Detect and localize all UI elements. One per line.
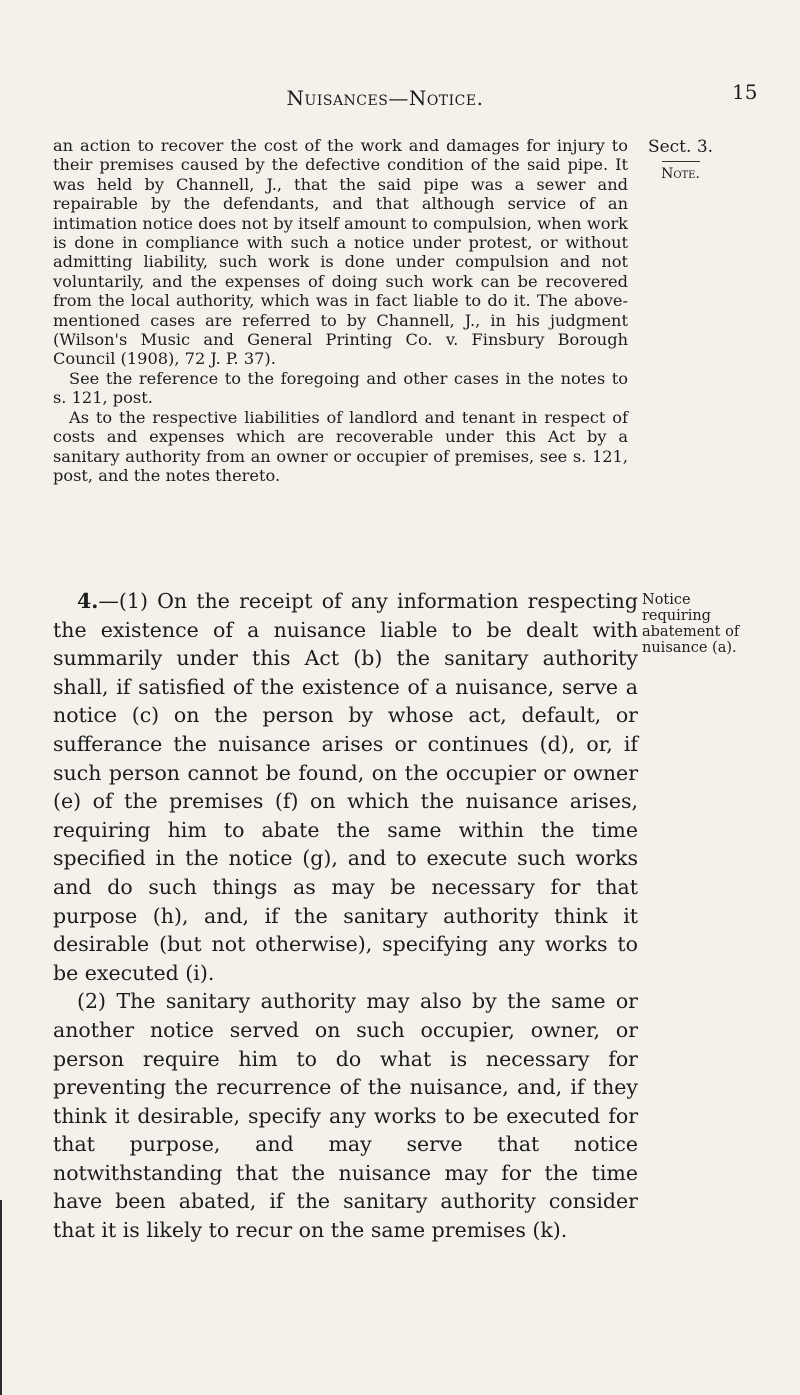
section-paragraph-1 <box>53 587 638 987</box>
running-head: Nuisances—Notice. <box>286 86 484 110</box>
note-paragraph-1: an action to recover the cost of the work and damages for injury to their premises caused by the defective condition of the said pipe. It was held by Channell, J., that the said pipe was a sewer and repairable by the defendants, and that although service of an intimation notice does not by itself amount to compulsion, when work is done in compliance with such a notice under protest, or without admitting liability, such work is done under compulsion and not voluntarily, and the expenses of doing such work can be recovered from the local authority, which was in fact liable to do it. The above-mentioned cases are referred to by Channell, J., in his judgment (Wilson's Music and General Printing Co. v. Finsbury Borough Council (1908), 72 J. P. 37). <box>53 136 628 369</box>
marginal-note <box>642 592 752 656</box>
section-paragraph-2: (2) The sanitary authority may also by the same or another notice served on such occupier, owner, or person require him to do what is necessary for preventing the recurrence of the nuisance, and, if they think it desirable, specify any works to be executed for that purpose, and may serve that notice notwithstanding that the nuisance may for the time have been abated, if the sanitary authority consider that it is likely to recur on the same premises (k). <box>53 989 638 1243</box>
margin-section-label <box>643 135 718 186</box>
note-text <box>53 136 628 485</box>
sidenote-line: abatement of <box>642 624 740 640</box>
sidenote-line: nuisance (a). <box>642 640 737 656</box>
note-label: Note. <box>661 166 700 182</box>
note-paragraph-3: As to the respective liabilities of landlord and tenant in respect of costs and expenses which are recoverable under this Act by a sanitary authority from an owner or occupier of premises, see s. 121, post, and the notes thereto. <box>53 407 628 485</box>
binding-edge-line <box>0 1200 2 1395</box>
section-text <box>53 587 638 1245</box>
note-paragraph-2: See the reference to the foregoing and other cases in the notes to s. 121, post. <box>53 368 628 408</box>
sidenote-line: requiring <box>642 608 711 624</box>
section-subsection-1: —(1) On the receipt of any information respecting the existence of a nuisance liable to be dealt with summarily under this Act (b) the sanitary authority shall, if satisfied of the existence of a nuisance, serve a notice (c) on the person by whose act, default, or sufferance the nuisance arises or continues (d), or, if such person cannot be found, on the occupier or owner (e) of the premises (f) on which the nuisance arises, requiring him to abate the same within the time specified in the notice (g), and to execute such works and do such things as may be necessary for that purpose (h), and, if the sanitary authority think it desirable (but not otherwise), specifying any works to be executed (i). <box>53 589 638 985</box>
sect-label: Sect. 3. <box>647 137 714 157</box>
sidenote-line: Notice <box>642 592 691 608</box>
page-number: 15 <box>732 80 758 104</box>
section-number: 4. <box>77 589 99 613</box>
